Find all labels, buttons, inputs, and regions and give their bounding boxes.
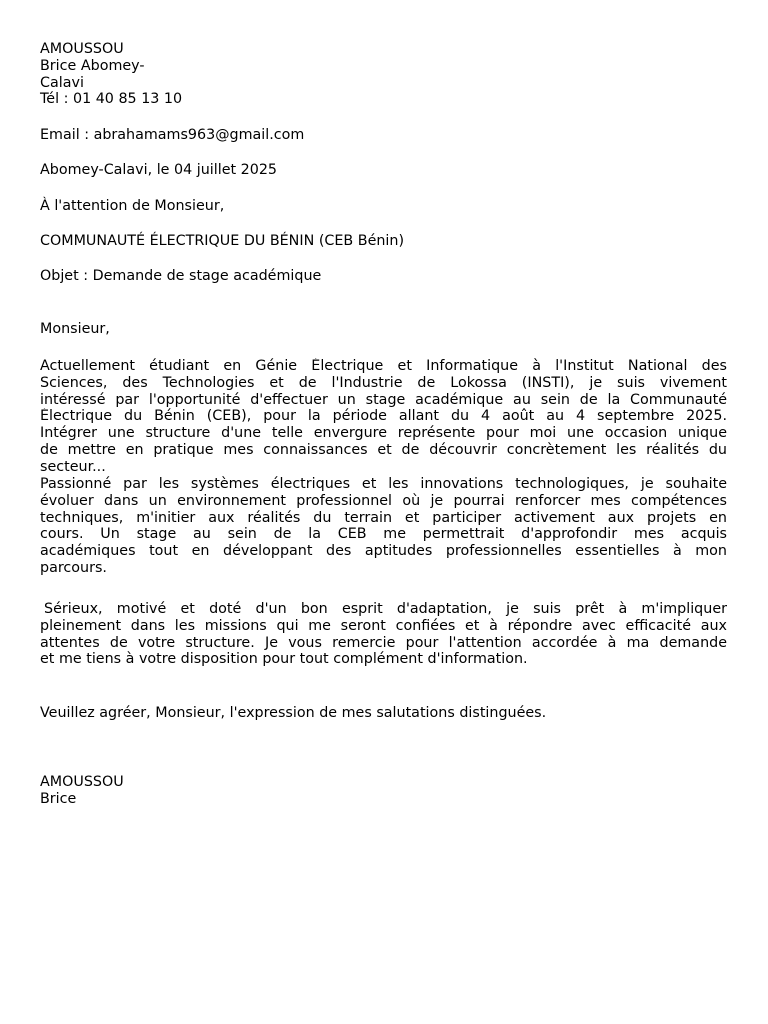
paragraph-line: cours. Un stage au sein de la CEB me permettrait d'approfondir mes acquis xyxy=(40,526,727,543)
signature-block xyxy=(40,774,124,808)
paragraph-line: de mettre en pratique mes connaissances et de découvrir concrètement les réalités du xyxy=(40,441,727,458)
paragraph-line: académiques tout en développant des aptitudes professionnelles essentielles à mon xyxy=(40,543,727,560)
sender-name: AMOUSSOU xyxy=(40,41,124,57)
attention-text: À l'attention de Monsieur, xyxy=(40,198,225,214)
paragraph-intro xyxy=(40,358,727,476)
subject-text: Objet : Demande de stage académique xyxy=(40,268,322,284)
letter-date xyxy=(40,162,277,179)
paragraph-line: Sérieux, motivé et doté d'un bon esprit d'adaptation, je suis prêt à m'impliquer xyxy=(44,601,727,617)
attention-line xyxy=(40,198,224,215)
subject-line xyxy=(40,268,321,285)
paragraph-line: techniques, m'initier aux réalités du terrain et participer activement aux projets en xyxy=(40,509,727,526)
paragraph-line: attentes de votre structure. Je vous remercie pour l'attention accordée à ma demande xyxy=(40,634,727,651)
sender-address-line-2: Calavi xyxy=(40,74,84,91)
paragraph-line: évoluer dans un environnement professionnel où je pourrai renforcer mes compétences xyxy=(40,492,727,509)
paragraph-line: intéressé par l'opportunité d'effectuer un stage académique au sein de la Communauté xyxy=(40,391,727,408)
signature-firstname: Brice xyxy=(40,790,77,807)
recipient-text: COMMUNAUTÉ ÉLECTRIQUE DU BÉNIN (CEB Bénin) xyxy=(40,233,405,249)
letter-date-text: Abomey-Calavi, le 04 juillet 2025 xyxy=(40,162,278,178)
closing-formula xyxy=(40,705,546,722)
sender-email-text: Email : abrahamams963@gmail.com xyxy=(40,127,305,143)
salutation-text: Monsieur, xyxy=(40,321,110,337)
paragraph-line: et me tiens à votre disposition pour tout complément d'information. xyxy=(40,651,528,668)
paragraph-line: secteur... xyxy=(40,458,106,475)
closing-text: Veuillez agréer, Monsieur, l'expression de mes salutations distinguées. xyxy=(40,705,547,721)
sender-block xyxy=(40,41,182,108)
paragraph-motivation xyxy=(40,476,727,577)
recipient-line xyxy=(40,233,404,250)
paragraph-line: parcours. xyxy=(40,559,107,576)
paragraph-line: pleinement dans les missions qui me seront confiées et à répondre avec efficacité aux xyxy=(40,617,727,634)
sender-email xyxy=(40,127,304,144)
paragraph-line: Électrique du Bénin (CEB), pour la période allant du 4 août au 4 septembre 2025. xyxy=(40,408,727,425)
sender-address-line-1: Brice Abomey- xyxy=(40,57,145,74)
paragraph-commitment xyxy=(40,601,727,668)
paragraph-line: Sciences, des Technologies et de l'Industrie de Lokossa (INSTI), je suis vivement xyxy=(40,374,727,391)
paragraph-line: Actuellement étudiant en Génie Électrique et Informatique à l'Institut National des xyxy=(40,358,727,374)
sender-phone: Tél : 01 40 85 13 10 xyxy=(40,91,183,108)
salutation xyxy=(40,321,110,338)
paragraph-line: Intégrer une structure d'une telle envergure représente pour moi une occasion unique xyxy=(40,425,727,442)
signature-surname: AMOUSSOU xyxy=(40,774,124,790)
paragraph-line: Passionné par les systèmes électriques et les innovations technologiques, je souhaite xyxy=(40,476,727,492)
